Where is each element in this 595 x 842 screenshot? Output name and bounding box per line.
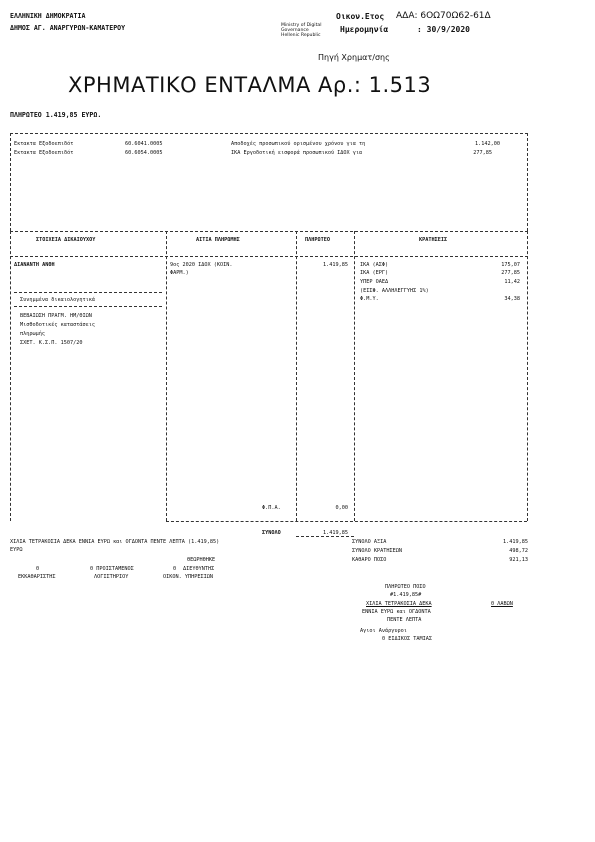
budget-row-1-amount: 1.142,00: [475, 141, 500, 147]
deduction-amount: 34,38: [504, 296, 520, 302]
fiscal-year-label: Οικον.Ετος: [336, 12, 385, 21]
digital-signature-block: Ministry of Digital Governance Hellenic Republic: [281, 23, 322, 39]
ada-number: ΑΔΑ: 6ΟΩ70Ω62-61Δ: [396, 11, 491, 21]
budget-row-2-desc: ΙΚΑ Εργοδοτική εισφορά προσωπικού ΙΔΟΧ για: [231, 150, 363, 156]
attached-doc-item: ΒΕΒΑΙΩΣΗ ΠΡΑΓΜ. ΗΜ/ΘΙΩΝ: [20, 313, 92, 319]
municipality-label: ΔΗΜΟΣ ΑΓ. ΑΝΑΡΓΥΡΩΝ-ΚΑΜΑΤΕΡΟΥ: [10, 24, 126, 32]
column-header-deductions: ΚΡΑΤΗΣΕΙΣ: [419, 237, 448, 243]
receipt-words-line3: ΠΕΝΤΕ ΛΕΠΤΑ: [387, 617, 422, 623]
summary-label: ΣΥΝΟΛΟ ΚΡΑΤΗΣΕΩΝ: [352, 548, 402, 554]
deduction-label: Φ.Μ.Υ.: [360, 296, 379, 302]
director-label: ΔΙΕΥΘΥΝΤΗΣ: [183, 566, 215, 572]
signature-placeholder: 0: [173, 566, 177, 572]
total-in-words: ΧΙΛΙΑ ΤΕΤΡΑΚΟΣΙΑ ΔΕΚΑ ΕΝΝΙΑ ΕΥΡΩ και ΟΓΔΟΝΤΑ ΠΕΝΤΕ ΛΕΠΤΑ (1.419,85): [10, 539, 220, 545]
attached-doc-item: Μισθοδοτικές καταστάσεις: [20, 322, 95, 328]
deduction-amount: 175,07: [501, 262, 520, 268]
budget-row-2-code: 60.6054.0005: [125, 150, 163, 156]
receipt-place: Αγιοι Ανάργυροι: [360, 628, 407, 634]
vat-amount: 0,00: [335, 505, 348, 511]
receipt-title: ΠΛΗΡΩΤΕΟ ΠΟΣΟ: [385, 584, 426, 590]
date-value: : 30/9/2020: [417, 25, 470, 34]
payable-amount: 1.419,85: [323, 262, 348, 268]
budget-row-1-code: 60.6041.0005: [125, 141, 163, 147]
payable-line: ΠΛΗΡΩΤΕΟ 1.419,85 ΕΥΡΩ.: [10, 111, 102, 119]
receiver-label: 0 ΛΑΒΩΝ: [491, 601, 513, 607]
attached-doc-item: πληρωμής: [20, 331, 45, 337]
receipt-words-line1: ΧΙΛΙΑ ΤΕΤΡΑΚΟΣΙΑ ΔΕΚΑ: [366, 601, 432, 607]
total-currency: ΕΥΡΩ: [10, 547, 23, 553]
deduction-label: ΙΚΑ (ΑΣΦ): [360, 262, 389, 268]
total-value: 1.419,85: [323, 530, 348, 536]
summary-value: 1.419,85: [503, 539, 528, 545]
deduction-label: ΙΚΑ (ΕΡΓ): [360, 270, 389, 276]
deduction-amount: 277,85: [501, 270, 520, 276]
column-header-payable: ΠΛΗΡΩΤΕΟ: [305, 237, 330, 243]
deduction-label: ΥΠΕΡ ΟΑΕΔ: [360, 279, 389, 285]
budget-row-1-label: Εκτακτα Εξοδοεπιδότ: [14, 141, 74, 147]
total-label: ΣΥΝΟΛΟ: [262, 530, 281, 536]
role-label: ΟΙΚΟΝ. ΥΠΗΡΕΣΙΩΝ: [163, 574, 213, 580]
page-title: ΧΡΗΜΑΤΙΚΟ ΕΝΤΑΛΜΑ Αρ.: 1.513: [68, 73, 432, 97]
republic-label: ΕΛΛΗΝΙΚΗ ΔΗΜΟΚΡΑΤΙΑ: [10, 12, 86, 20]
attached-doc-item: ΣΧΕΤ. Κ.Σ.Π. 1507/20: [20, 340, 83, 346]
payment-cause-line1: 9ος 2020 ΙΔΟΧ (ΚΟΙΝ.: [170, 262, 233, 268]
receipt-amount: #1.419,85#: [390, 592, 422, 598]
attached-docs-title: Συνημμένα δικαιολογητικά: [20, 297, 95, 303]
summary-label: ΚΑΘΑΡΟ ΠΟΣΟ: [352, 557, 387, 563]
budget-row-1-desc: Αποδοχές προσωπικού ορισμένου χρόνου για τη: [231, 141, 366, 147]
summary-value: 921,13: [509, 557, 528, 563]
creditor-name: ΔΙΑΝΑΝΤΗ ΑΝΘΗ: [14, 262, 55, 268]
funding-source-label: Πηγή Χρηματ/σης: [318, 53, 390, 62]
summary-label: ΣΥΝΟΛΟ ΑΞΙΑ: [352, 539, 387, 545]
deduction-amount: 11,42: [504, 279, 520, 285]
signature-placeholder: 0: [36, 566, 40, 572]
signature-placeholder: 0 ΠΡΟΙΣΤΑΜΕΝΟΣ: [90, 566, 134, 572]
vat-label: Φ.Π.Α.: [262, 505, 281, 511]
budget-row-2-label: Εκτακτα Εξοδοεπιδότ: [14, 150, 74, 156]
deduction-label: (ΕΙΣΦ. ΑΛΛΗΛΕΓΓΥΗΣ 1%): [360, 288, 429, 294]
column-header-creditor: ΣΤΟΙΧΕΙΑ ΔΙΚΑΙΟΥΧΟΥ: [36, 237, 96, 243]
payment-cause-line2: ΦΑΡΜ.): [170, 270, 189, 276]
approved-label: ΘΕΩΡΗΘΗΚΕ: [187, 557, 216, 563]
role-label: ΕΚΚΑΘΑΡΙΣΤΗΣ: [18, 574, 56, 580]
cashier-label: 0 ΕΙΔΙΚΟΣ ΤΑΜΙΑΣ: [382, 636, 432, 642]
column-header-cause: ΑΙΤΙΑ ΠΛΗΡΩΜΗΣ: [196, 237, 240, 243]
role-label: ΛΟΓΙΣΤΗΡΙΟΥ: [94, 574, 129, 580]
summary-value: 498,72: [509, 548, 528, 554]
receipt-words-line2: ΕΝΝΙΑ ΕΥΡΩ και ΟΓΔΟΝΤΑ: [362, 609, 431, 615]
date-label: Ημερομηνία: [340, 25, 389, 34]
budget-row-2-amount: 277,85: [473, 150, 492, 156]
